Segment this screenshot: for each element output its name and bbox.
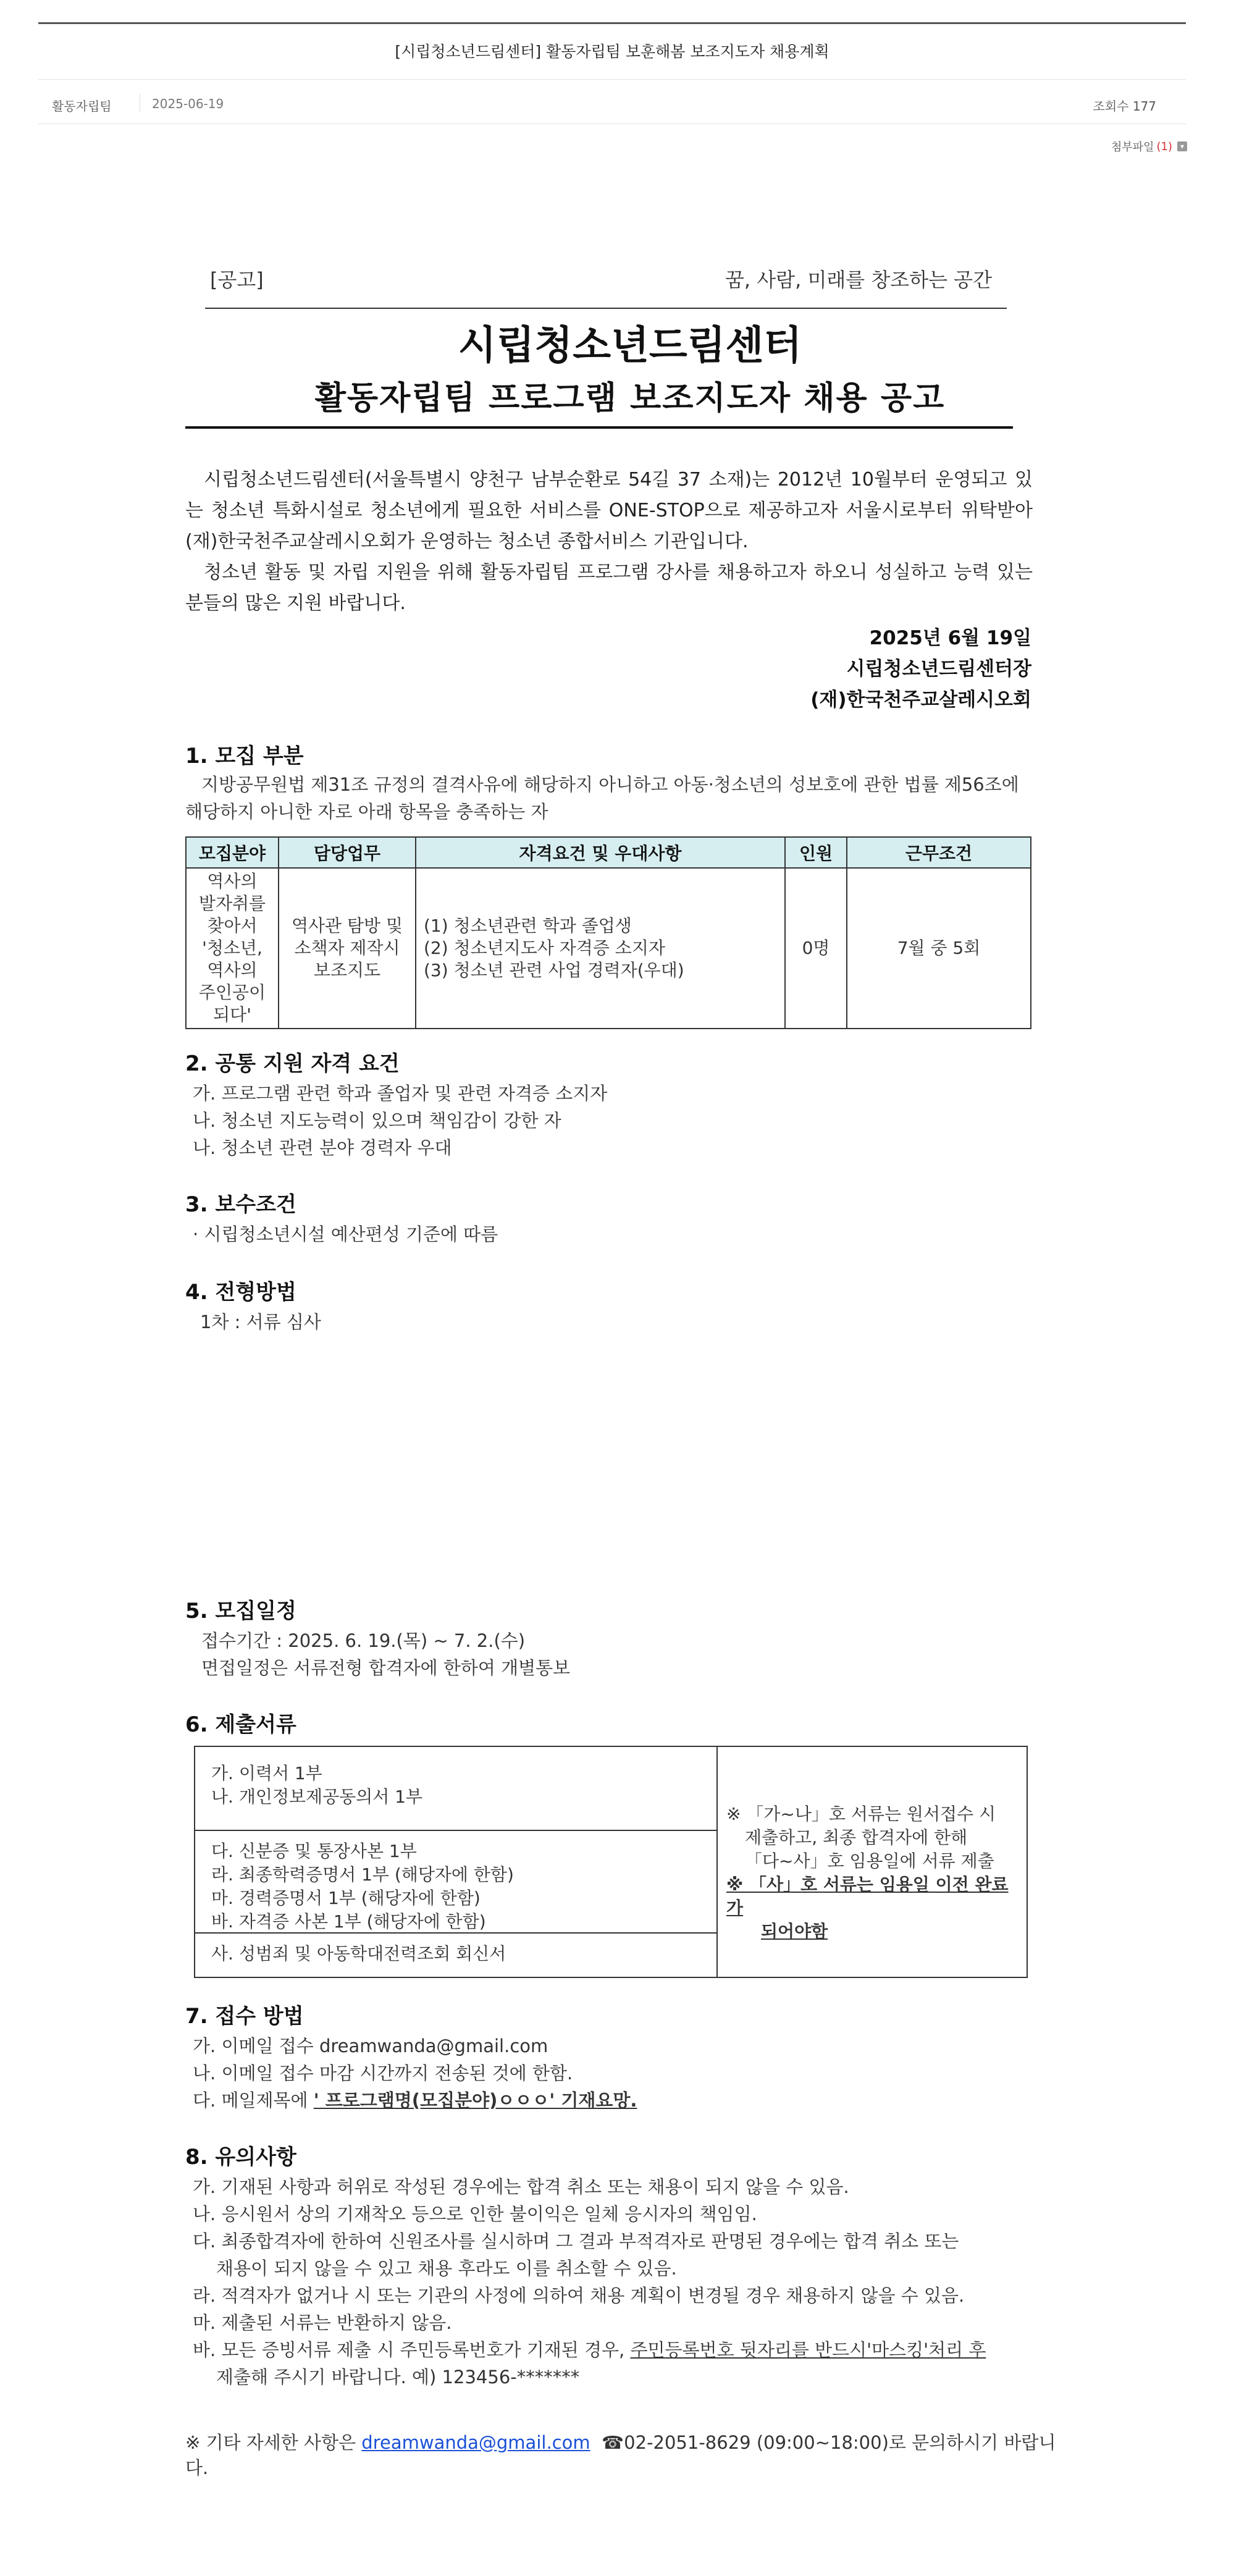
contact-email-link[interactable]: dreamwanda@gmail.com xyxy=(361,2432,590,2453)
list-item-cont: 제출해 주시기 바랍니다. 예) 123456-******* xyxy=(216,2367,580,2388)
download-icon[interactable]: ▾ xyxy=(1177,141,1187,151)
list-item-cont: 채용이 되지 않을 수 있고 채용 후라도 이를 취소할 수 있음. xyxy=(216,2258,677,2279)
list-item: 마. 경력증명서 1부 (해당자에 한함) xyxy=(211,1888,481,1908)
contact-phone: ☎02-2051-8629 (09:00~18:00)로 문의하시기 바랍니다. xyxy=(185,2432,1056,2478)
post-views: 조회수 177 xyxy=(1093,99,1156,114)
intro-paragraph-2: 청소년 활동 및 자립 지원을 위해 활동자립팀 프로그램 강사를 채용하고자 하오니 성실하고 능력 있는 분들의 많은 지원 바랍니다. xyxy=(185,562,1033,614)
table-header-row xyxy=(186,837,1031,868)
title-rule xyxy=(185,426,1013,429)
section-4-list xyxy=(200,1308,1052,1336)
note-line-emphasis: ※ 「사」호 서류는 임용일 이전 완료가 xyxy=(726,1874,1009,1918)
row-divider xyxy=(195,1932,718,1934)
section-8-list xyxy=(193,2173,1045,2391)
documents-group-1 xyxy=(195,1762,718,1809)
list-item: 나. 이메일 접수 마감 시간까지 전송된 것에 한함. xyxy=(193,2063,573,2084)
signature-org2: (재)한국천주교살레시오회 xyxy=(810,689,1031,711)
list-item: 다. 최종합격자에 한하여 신원조사를 실시하며 그 결과 부적격자로 판명된 경우에는 합격 취소 또는 xyxy=(193,2231,959,2252)
list-item: 나. 청소년 관련 분야 경력자 우대 xyxy=(193,1137,452,1158)
cell-line: 소책자 제작시 xyxy=(294,938,400,958)
recruit-table xyxy=(185,836,1031,1029)
post-date: 2025-06-19 xyxy=(152,96,224,111)
cell-line: '청소년, xyxy=(202,938,262,958)
cell-line: (1) 청소년관련 학과 졸업생 xyxy=(424,915,632,936)
section-6-heading: 6. 제출서류 xyxy=(185,1712,296,1737)
masking-notice: 주민등록번호 뒷자리를 반드시'마스킹'처리 후 xyxy=(630,2339,986,2360)
section-3-heading: 3. 보수조건 xyxy=(185,1192,296,1217)
cell-line: 보조지도 xyxy=(313,960,381,980)
list-item: 나. 개인정보제공동의서 1부 xyxy=(211,1787,423,1807)
cell-line: 주인공이 xyxy=(198,982,266,1003)
section-1-heading: 1. 모집 부분 xyxy=(185,744,304,768)
cell-line: 역사의 xyxy=(207,960,258,980)
cell-duty xyxy=(279,868,416,1029)
attachment-label[interactable]: 첨부파일 xyxy=(1111,141,1154,154)
row-divider xyxy=(195,1830,718,1831)
list-item: 나. 청소년 지도능력이 있으며 책임감이 강한 자 xyxy=(193,1110,561,1131)
notice-slogan: 꿈, 사람, 미래를 창조하는 공간 xyxy=(725,268,992,292)
cell-line: 되다' xyxy=(213,1004,251,1025)
section-5-heading: 5. 모집일정 xyxy=(185,1599,296,1623)
cell-quals xyxy=(416,868,785,1029)
section-2-heading: 2. 공통 지원 자격 요건 xyxy=(185,1051,400,1076)
list-item xyxy=(193,2087,1045,2114)
cell-line: 발자취를 xyxy=(198,893,266,914)
list-item: 라. 적격자가 없거나 시 또는 기관의 사정에 의하여 채용 계획이 변경될 경우 채용하지 않을 수 있음. xyxy=(193,2285,965,2306)
list-item-prefix: 다. 메일제목에 xyxy=(193,2090,314,2111)
table-row xyxy=(186,868,1031,1029)
list-item: 가. 이메일 접수 dreamwanda@gmail.com xyxy=(193,2035,548,2056)
note-line-emphasis: 되어야함 xyxy=(761,1921,828,1942)
notice-title-main: 활동자립팀 프로그램 보조지도자 채용 공고 xyxy=(314,380,946,417)
list-item: 마. 제출된 서류는 반환하지 않음. xyxy=(193,2312,452,2333)
cell-line: (2) 청소년지도사 자격증 소지자 xyxy=(424,938,665,958)
list-item-prefix: 바. 모든 증빙서류 제출 시 주민등록번호가 기재된 경우, xyxy=(193,2339,631,2360)
section-1-desc: 지방공무원법 제31조 규정의 결격사유에 해당하지 아니하고 아동·청소년의 성보호에 관한 법률 제56조에 해당하지 아니한 자로 아래 항목을 충족하는 자 xyxy=(185,774,1019,822)
documents-group-2 xyxy=(195,1840,718,1934)
list-item: 나. 응시원서 상의 기재착오 등으로 인한 불이익은 일체 응시자의 책임임. xyxy=(193,2203,757,2225)
notice-title-org: 시립청소년드림센터 xyxy=(458,323,802,369)
documents-group-3 xyxy=(195,1942,718,1966)
table-header: 자격요건 및 우대사항 xyxy=(416,837,785,868)
post-title: [시립청소년드림센터] 활동자립팀 보훈해봄 보조지도자 채용계획 xyxy=(395,43,830,61)
cell-cond: 7월 중 5회 xyxy=(847,868,1031,1029)
intro-paragraph-1: 시립청소년드림센터(서울특별시 양천구 남부순환로 54길 37 소재)는 2012년 10월부터 운영되고 있는 청소년 특화시설로 청소년에게 필요한 서비스를 ONE-STOP으로 제공하고자 서울시로부터 위탁받아 (재)한국천주교살레시오회가 운영하는 청소년 종합서비스 기관입니다. xyxy=(185,469,1033,552)
section-4-heading: 4. 전형방법 xyxy=(185,1280,296,1305)
documents-note xyxy=(726,1803,1017,1943)
cell-line: (3) 청소년 관련 사업 경력자(우대) xyxy=(424,960,684,980)
list-item: 가. 이력서 1부 xyxy=(211,1763,322,1783)
list-item: 1차 : 서류 심사 xyxy=(200,1311,321,1332)
list-item: · 시립청소년시설 예산편성 기준에 따름 xyxy=(193,1224,498,1245)
attachment-count[interactable]: (1) xyxy=(1156,140,1172,153)
note-line: 「다~사」호 임용일에 서류 제출 xyxy=(745,1851,994,1871)
list-item: 바. 자격증 사본 1부 (해당자에 한함) xyxy=(211,1911,486,1932)
signature-date: 2025년 6월 19일 xyxy=(869,627,1031,649)
section-3-list xyxy=(193,1221,1045,1248)
signature-org1: 시립청소년드림센터장 xyxy=(846,658,1031,680)
contact-footer xyxy=(185,2429,1075,2480)
section-5-list xyxy=(201,1627,1054,1682)
note-line: ※ 「가~나」호 서류는 원서접수 시 xyxy=(726,1804,996,1824)
section-7-heading: 7. 접수 방법 xyxy=(185,2004,304,2029)
list-item: 면접일정은 서류전형 합격자에 한하여 개별통보 xyxy=(201,1657,571,1678)
cell-line: 역사관 탐방 및 xyxy=(291,915,403,936)
list-item: 접수기간 : 2025. 6. 19.(목) ~ 7. 2.(수) xyxy=(201,1630,526,1651)
table-header: 근무조건 xyxy=(847,837,1031,868)
post-author: 활동자립팀 xyxy=(52,99,112,114)
table-header: 모집분야 xyxy=(186,837,279,868)
section-8-heading: 8. 유의사항 xyxy=(185,2145,296,2170)
note-line: 제출하고, 최종 합격자에 한해 xyxy=(745,1827,968,1848)
list-item: 라. 최종학력증명서 1부 (해당자에 한함) xyxy=(211,1864,514,1885)
header-rule xyxy=(205,308,1007,309)
intro-text xyxy=(185,465,1033,619)
section-2-list xyxy=(193,1080,1045,1161)
cell-count: 0명 xyxy=(785,868,847,1029)
mail-subject-format: ' 프로그램명(모집분야)ㅇㅇㅇ' 기재요망. xyxy=(313,2090,637,2111)
cell-field xyxy=(186,868,279,1029)
footer-prefix: ※ 기타 자세한 사항은 xyxy=(185,2432,362,2453)
list-item: 다. 신분증 및 통장사본 1부 xyxy=(211,1841,417,1861)
section-7-list xyxy=(193,2032,1045,2114)
cell-line: 찾아서 xyxy=(207,915,258,936)
documents-table xyxy=(194,1746,1028,1978)
table-header: 인원 xyxy=(785,837,847,868)
signature-block xyxy=(810,623,1031,715)
list-item: 사. 성범죄 및 아동학대전력조회 회신서 xyxy=(211,1943,506,1964)
list-item: 가. 기재된 사항과 허위로 작성된 경우에는 합격 취소 또는 채용이 되지 않을 수 있음. xyxy=(193,2176,849,2197)
cell-line: 역사의 xyxy=(207,871,258,891)
list-item: 가. 프로그램 관련 학과 졸업자 및 관련 자격증 소지자 xyxy=(193,1083,608,1104)
list-item xyxy=(193,2336,1045,2363)
table-header: 담당업무 xyxy=(279,837,416,868)
notice-tag: [공고] xyxy=(210,268,264,292)
